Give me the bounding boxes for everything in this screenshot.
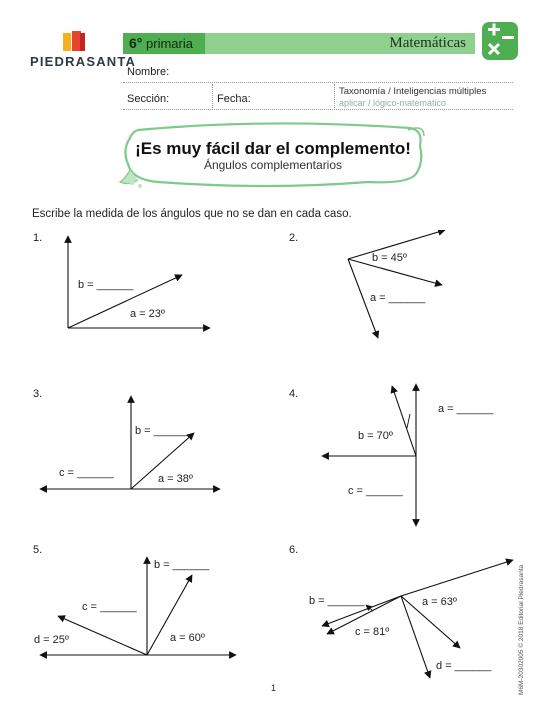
grade-number: 6°: [129, 35, 143, 51]
p6-label-a: a = 63º: [422, 596, 457, 608]
side-code: M6M-20302005 © 2018 Editorial Piedrasanta: [518, 564, 525, 695]
p6-label-c: c = 81º: [355, 626, 390, 638]
p6-label-d[interactable]: d = ______: [436, 660, 492, 672]
problem-4-number: 4.: [289, 388, 299, 400]
p4-label-c[interactable]: c = ______: [348, 485, 403, 497]
p4-label-a[interactable]: a = ______: [438, 403, 494, 415]
header-bottom-line: [123, 109, 513, 110]
p1-label-a: a = 23º: [130, 308, 165, 320]
ray-5-oblique-left: [58, 616, 147, 655]
plus-minus-times-icon: [482, 22, 518, 60]
page-number: 1: [271, 683, 277, 693]
grade-suffix: primaria: [146, 36, 193, 51]
p5-label-d: d = 25º: [34, 634, 69, 646]
name-field[interactable]: [123, 82, 513, 83]
arc-4-a: [407, 414, 410, 428]
p6-label-b[interactable]: b = ______: [309, 595, 365, 607]
logo-text: PIEDRASANTA: [30, 54, 137, 69]
problem-1-number: 1.: [33, 232, 43, 244]
banner-title: ¡Es muy fácil dar el complemento!: [135, 139, 411, 158]
ray-6-long: [401, 560, 513, 596]
problem-3-number: 3.: [33, 388, 43, 400]
p5-label-a: a = 60º: [170, 632, 205, 644]
date-label: Fecha:: [217, 93, 251, 105]
problem-5-number: 5.: [33, 544, 43, 556]
name-label: Nombre:: [127, 66, 170, 78]
p2-label-b: b = 45º: [372, 252, 407, 264]
section-divider: [212, 84, 213, 108]
logo: [30, 30, 137, 70]
book-logo-icon: [30, 30, 122, 56]
section-label: Sección:: [127, 93, 170, 105]
p2-label-a[interactable]: a = ______: [370, 292, 426, 304]
date-divider: [334, 84, 335, 108]
problem-6-number: 6.: [289, 544, 299, 556]
p1-label-b[interactable]: b = ______: [78, 279, 134, 291]
p3-label-b[interactable]: b = ______: [135, 425, 191, 437]
ray-4-oblique: [392, 386, 416, 456]
p5-label-b[interactable]: b = ______: [154, 559, 210, 571]
p5-label-c[interactable]: c = ______: [82, 601, 137, 613]
p3-label-c[interactable]: c = ______: [59, 467, 114, 479]
exercises-area: [0, 230, 550, 700]
p3-label-a: a = 38º: [158, 473, 193, 485]
taxonomy-label: Taxonomía / Inteligencias múltiples: [339, 86, 487, 97]
taxonomy-sub: aplicar / lógico-matemático: [339, 98, 447, 108]
subject-title: Matemáticas: [389, 35, 466, 51]
grade-box: [123, 33, 205, 54]
problem-2-number: 2.: [289, 232, 299, 244]
p4-label-b: b = 70º: [358, 430, 393, 442]
banner-subtitle: Ángulos complementarios: [203, 158, 343, 172]
instruction-text: Escribe la medida de los ángulos que no se dan en cada caso.: [32, 208, 352, 220]
arc-6-b: [366, 605, 373, 611]
